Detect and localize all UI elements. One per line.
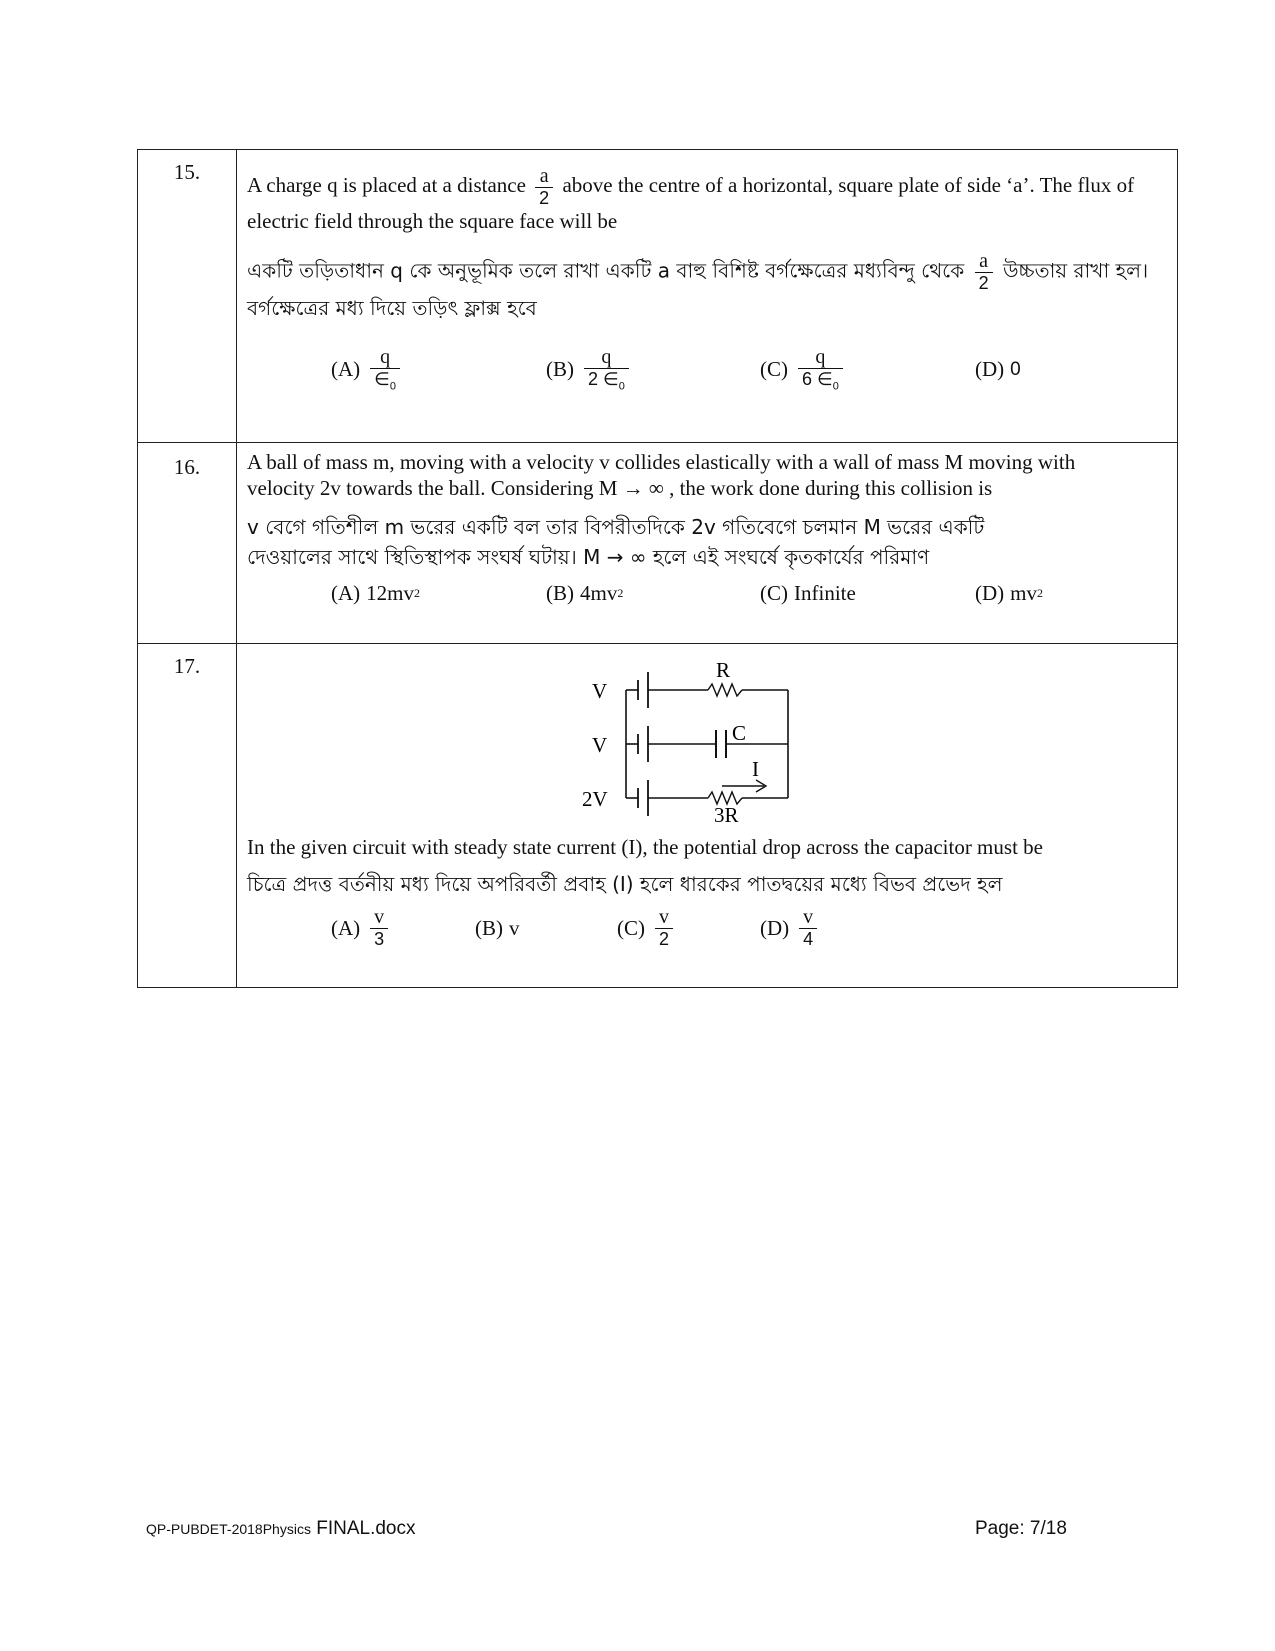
page-number: Page: 7/18 xyxy=(975,1518,1067,1539)
subscript: 0 xyxy=(832,380,839,393)
resistor-icon xyxy=(676,684,788,696)
question-row xyxy=(138,644,1178,988)
text-line: v বেগে গতিশীল m ভরের একটি বল তার বিপরীতদিকে 2v গতিবেগে চলমান M ভরের একটি xyxy=(247,514,985,539)
option-label: (D) xyxy=(975,580,1005,605)
option-value: mv xyxy=(1010,580,1037,605)
fraction xyxy=(370,907,388,949)
question-number: 15. xyxy=(138,150,237,443)
fraction-denominator xyxy=(370,368,400,393)
fraction-denominator: 2 xyxy=(535,187,553,208)
fraction xyxy=(535,166,553,208)
capacitor-label: C xyxy=(732,721,747,745)
option-a[interactable] xyxy=(331,572,420,616)
option-label: (D) xyxy=(760,915,790,940)
battery-icon xyxy=(626,726,716,762)
denominator-prefix: 6 xyxy=(802,369,813,389)
footer-filename: FINAL.docx xyxy=(316,1518,416,1539)
circuit-diagram xyxy=(576,652,836,822)
fraction-numerator: a xyxy=(539,165,549,187)
superscript: 2 xyxy=(617,585,624,600)
capacitor-icon xyxy=(716,730,788,758)
battery-icon xyxy=(626,780,708,816)
text-line: velocity 2v towards the ball. Considering M → ∞ , the work done during this collision is xyxy=(247,476,993,501)
source-label: 2V xyxy=(582,787,608,811)
epsilon-symbol: ∈ xyxy=(817,369,833,389)
fraction xyxy=(584,347,629,393)
question-body xyxy=(237,443,1178,644)
option-value: Infinite xyxy=(794,580,856,605)
option-c[interactable] xyxy=(760,342,847,398)
option-value: 4mv xyxy=(580,580,618,605)
footer-left xyxy=(146,1518,416,1540)
option-c[interactable] xyxy=(760,572,856,616)
fraction-numerator: q xyxy=(815,346,826,368)
subscript: 0 xyxy=(618,380,625,393)
option-b[interactable] xyxy=(475,897,520,959)
fraction-numerator: q xyxy=(380,346,391,368)
superscript: 2 xyxy=(414,585,420,600)
battery-icon xyxy=(626,672,676,708)
fraction-denominator: 2 xyxy=(975,272,993,293)
question-table xyxy=(137,149,1178,988)
option-b[interactable] xyxy=(546,572,623,616)
fraction-denominator xyxy=(584,368,629,393)
source-label: V xyxy=(592,679,608,703)
option-label: (C) xyxy=(760,580,788,605)
question-row xyxy=(138,443,1178,644)
option-label: (C) xyxy=(760,357,788,382)
option-a[interactable] xyxy=(331,897,392,959)
fraction-numerator: a xyxy=(979,250,989,273)
option-d[interactable] xyxy=(975,342,1021,398)
option-b[interactable] xyxy=(546,342,633,398)
epsilon-symbol: ∈ xyxy=(374,369,390,389)
fraction-numerator: v xyxy=(659,906,669,929)
question-text-english: In the given circuit with steady state current (I), the potential drop across the capacitor must be xyxy=(247,835,1043,859)
question-text-bengali: চিত্রে প্রদত্ত বর্তনীয় মধ্য দিয়ে অপরিবর্তী প্রবাহ (I) হলে ধারকের পাতদ্বয়ের মধ্যে বিভব প্রভেদ হল xyxy=(247,872,1003,897)
option-label: (A) xyxy=(331,915,361,940)
fraction xyxy=(370,347,400,393)
option-value: 12mv xyxy=(366,580,414,605)
question-number: 16. xyxy=(138,443,237,644)
question-text-bengali xyxy=(247,251,1165,324)
question-body xyxy=(237,150,1178,443)
options xyxy=(247,572,1165,616)
text-part: একটি তড়িতাধান q কে অনুভূমিক তলে রাখা একটি a বাহু বিশিষ্ট বর্গক্ষেত্রের মধ্যবিন্দু থেকে xyxy=(247,258,965,283)
fraction-denominator: 2 xyxy=(655,928,673,949)
text-line: A ball of mass m, moving with a velocity v collides elastically with a wall of mass M moving with xyxy=(247,450,1076,474)
text-line: দেওয়ালের সাথে স্থিতিস্থাপক সংঘর্ষ ঘটায়। M → ∞ হলে এই সংঘর্ষে কৃতকার্যের পরিমাণ xyxy=(247,544,930,569)
subscript: 0 xyxy=(389,380,396,393)
option-value: 0 xyxy=(1010,358,1021,380)
text-part: উচ্চতায় রাখা হল। বর্গক্ষেত্রের মধ্য দিয়ে তড়িৎ ফ্লাক্স হবে xyxy=(247,258,1149,321)
question-body xyxy=(237,644,1178,988)
option-label: (C) xyxy=(617,915,645,940)
option-label: (A) xyxy=(331,357,361,382)
fraction xyxy=(799,907,817,949)
option-label: (B) xyxy=(475,915,503,940)
source-label: V xyxy=(592,733,608,757)
fraction xyxy=(655,907,673,949)
question-row xyxy=(138,150,1178,443)
fraction-numerator: q xyxy=(601,346,612,368)
option-label: (B) xyxy=(546,357,574,382)
text-part: A charge q is placed at a distance xyxy=(247,172,526,197)
fraction xyxy=(975,251,993,293)
current-label: I xyxy=(752,757,759,781)
fraction-denominator: 3 xyxy=(370,928,388,949)
resistor-label: 3R xyxy=(714,803,739,822)
option-label: (A) xyxy=(331,580,361,605)
option-a[interactable] xyxy=(331,342,404,398)
question-number: 17. xyxy=(138,644,237,988)
epsilon-symbol: ∈ xyxy=(603,369,619,389)
option-c[interactable] xyxy=(617,897,677,959)
options xyxy=(247,342,1165,402)
fraction-numerator: v xyxy=(374,906,385,929)
question-text-english xyxy=(247,166,1165,235)
text-part: above the centre of a horizontal, square plate of side ‘a’. The flux of electric field through the square face will be xyxy=(247,172,1135,233)
resistor-label: R xyxy=(716,658,731,682)
option-d[interactable] xyxy=(975,572,1043,616)
option-value: v xyxy=(509,915,520,940)
fraction-numerator: v xyxy=(803,906,814,929)
fraction-denominator xyxy=(798,368,843,393)
option-label: (D) xyxy=(975,357,1005,382)
footer-filename-prefix: QP-PUBDET-2018Physics xyxy=(146,1521,311,1537)
fraction xyxy=(798,347,843,393)
option-label: (B) xyxy=(546,580,574,605)
superscript: 2 xyxy=(1037,585,1043,600)
options xyxy=(247,897,1165,959)
question-text-bengali xyxy=(247,512,1165,572)
option-d[interactable] xyxy=(760,897,821,959)
fraction-denominator: 4 xyxy=(799,928,817,949)
arrow-right-icon xyxy=(722,780,766,792)
question-text-english xyxy=(247,449,1165,502)
denominator-prefix: 2 xyxy=(588,369,599,389)
